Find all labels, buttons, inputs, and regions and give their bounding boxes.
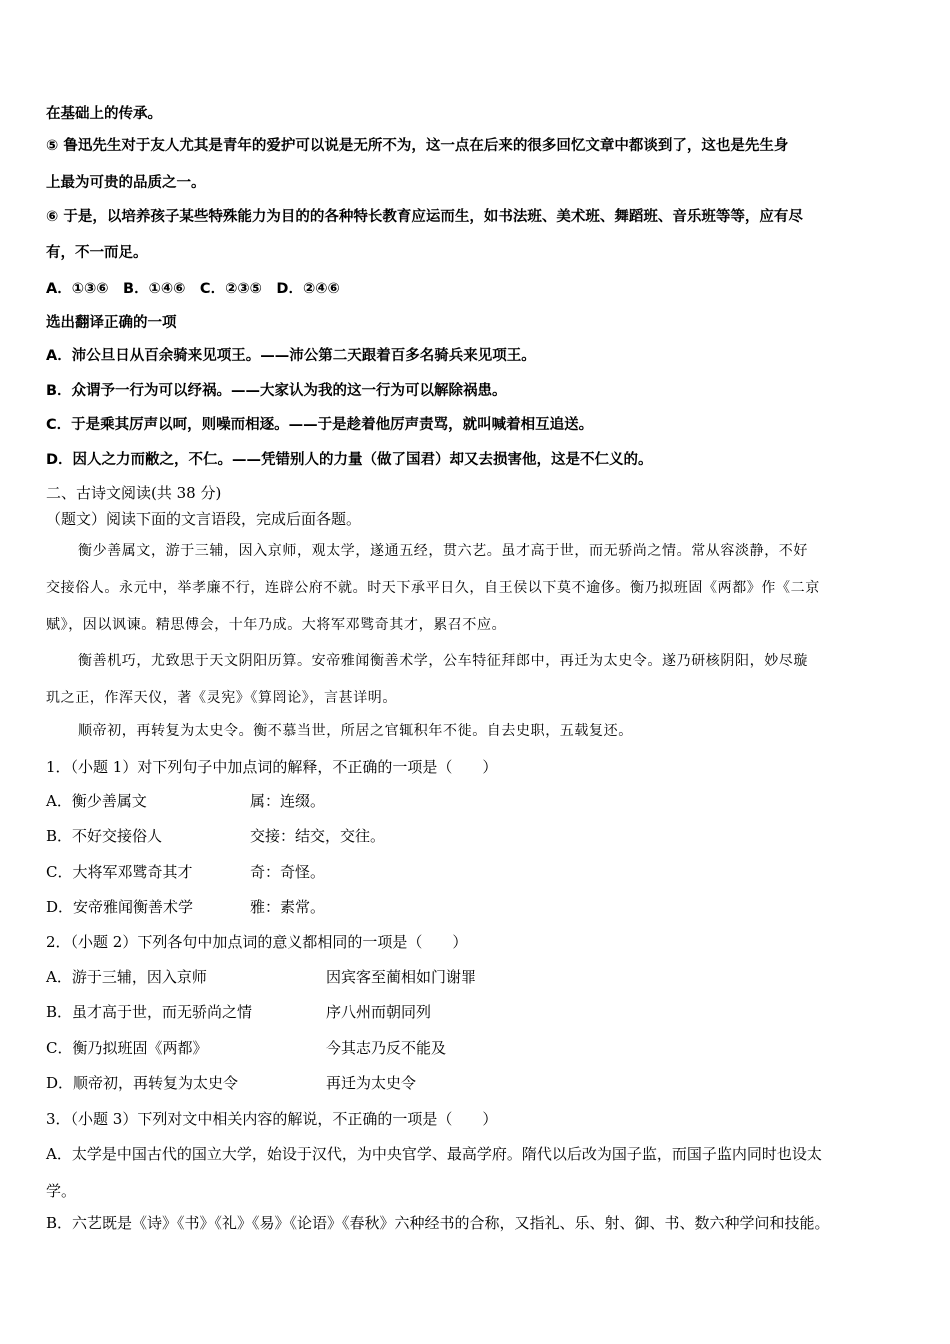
- section-title: 二、古诗文阅读(共 38 分): [46, 484, 222, 502]
- q2-option-d-compare: 再迁为太史令: [326, 1074, 417, 1092]
- option-d: D．因人之力而敝之，不仁。——凭错别人的力量（做了国君）却又去损害他，这是不仁义的。: [46, 452, 653, 468]
- option-b: B．众谓予一行为可以纾祸。——大家认为我的这一行为可以解除祸患。: [46, 383, 507, 399]
- option-a: A．沛公旦日从百余骑来见项王。——沛公第二天跟着百多名骑兵来见项王。: [46, 348, 536, 364]
- option-c: C．于是乘其厉声以呵，则噪而相逐。——于是趁着他厉声责骂，就叫喊着相互追送。: [46, 417, 594, 433]
- q2-option-a-compare: 因宾客至蔺相如门谢罪: [326, 968, 477, 986]
- text-line: ⑤ 鲁迅先生对于友人尤其是青年的爱护可以说是无所不为，这一点在后来的很多回忆文章中都谈到了，这也是先生身: [46, 138, 789, 154]
- section-intro: （题文）阅读下面的文言语段，完成后面各题。: [46, 510, 362, 528]
- text-line: 上最为可贵的品质之一。: [46, 175, 206, 191]
- text-line: 有，不一而足。: [46, 245, 148, 261]
- passage-line: 顺帝初，再转复为太史令。衡不慕当世，所居之官辄积年不徙。自去史职，五载复还。: [78, 723, 633, 739]
- q3-option-b: B．六艺既是《诗》《书》《礼》《易》《论语》《春秋》六种经书的合称，又指礼、乐、射、御、书、数六种学问和技能。: [46, 1214, 830, 1232]
- q3-option-a-cont: 学。: [46, 1182, 77, 1200]
- question-1-stem: 1．（小题 1）对下列句子中加点词的解释，不正确的一项是（ ）: [46, 758, 498, 776]
- question-stem: 选出翻译正确的一项: [46, 315, 177, 331]
- q3-option-a: A．太学是中国古代的国立大学，始设于汉代，为中央官学、最高学府。隋代以后改为国子监，而国子监内同时也设太: [46, 1145, 822, 1163]
- q1-option-d-gloss: 雅：素常。: [250, 898, 326, 916]
- q2-option-d: D．顺帝初，再转复为太史令: [46, 1074, 239, 1092]
- q2-option-c-compare: 今其志乃反不能及: [326, 1039, 447, 1057]
- q1-option-c: C．大将军邓骘奇其才: [46, 863, 193, 881]
- q2-option-a: A．游于三辅，因入京师: [46, 968, 207, 986]
- text-line: ⑥ 于是，以培养孩子某些特殊能力为目的的各种特长教育应运而生，如书法班、美术班、舞蹈班、音乐班等等，应有尽: [46, 209, 803, 225]
- q1-option-c-gloss: 奇：奇怪。: [250, 863, 326, 881]
- q1-option-b: B．不好交接俗人: [46, 827, 163, 845]
- answer-choices: A．①③⑥ B．①④⑥ C．②③⑤ D．②④⑥: [46, 281, 340, 297]
- q2-option-c: C．衡乃拟班固《两都》: [46, 1039, 208, 1057]
- q1-option-d: D．安帝雅闻衡善术学: [46, 898, 194, 916]
- passage-line: 交接俗人。永元中，举孝廉不行，连辟公府不就。时天下承平日久，自王侯以下莫不逾侈。衡乃拟班固《两都》作《二京: [46, 580, 820, 596]
- q2-option-b-compare: 序八州而朝同列: [326, 1003, 432, 1021]
- q1-option-b-gloss: 交接：结交，交往。: [250, 827, 386, 845]
- passage-line: 衡善机巧，尤致思于天文阴阳历算。安帝雅闻衡善术学，公车特征拜郎中，再迁为太史令。遂乃研核阴阳，妙尽璇: [78, 653, 808, 669]
- q2-option-b: B．虽才高于世，而无骄尚之情: [46, 1003, 253, 1021]
- q1-option-a-gloss: 属：连缀。: [250, 792, 326, 810]
- question-3-stem: 3．（小题 3）下列对文中相关内容的解说，不正确的一项是（ ）: [46, 1110, 498, 1128]
- question-2-stem: 2．（小题 2）下列各句中加点词的意义都相同的一项是（ ）: [46, 933, 468, 951]
- passage-line: 赋》，因以讽谏。精思傅会，十年乃成。大将军邓骘奇其才，累召不应。: [46, 617, 507, 633]
- passage-line: 玑之正，作浑天仪，著《灵宪》《算罔论》，言甚详明。: [46, 690, 397, 706]
- q1-option-a: A．衡少善属文: [46, 792, 147, 810]
- text-line: 在基础上的传承。: [46, 106, 162, 122]
- passage-line: 衡少善属文，游于三辅，因入京师，观太学，遂通五经，贯六艺。虽才高于世，而无骄尚之情。常从容淡静，不好: [78, 543, 808, 559]
